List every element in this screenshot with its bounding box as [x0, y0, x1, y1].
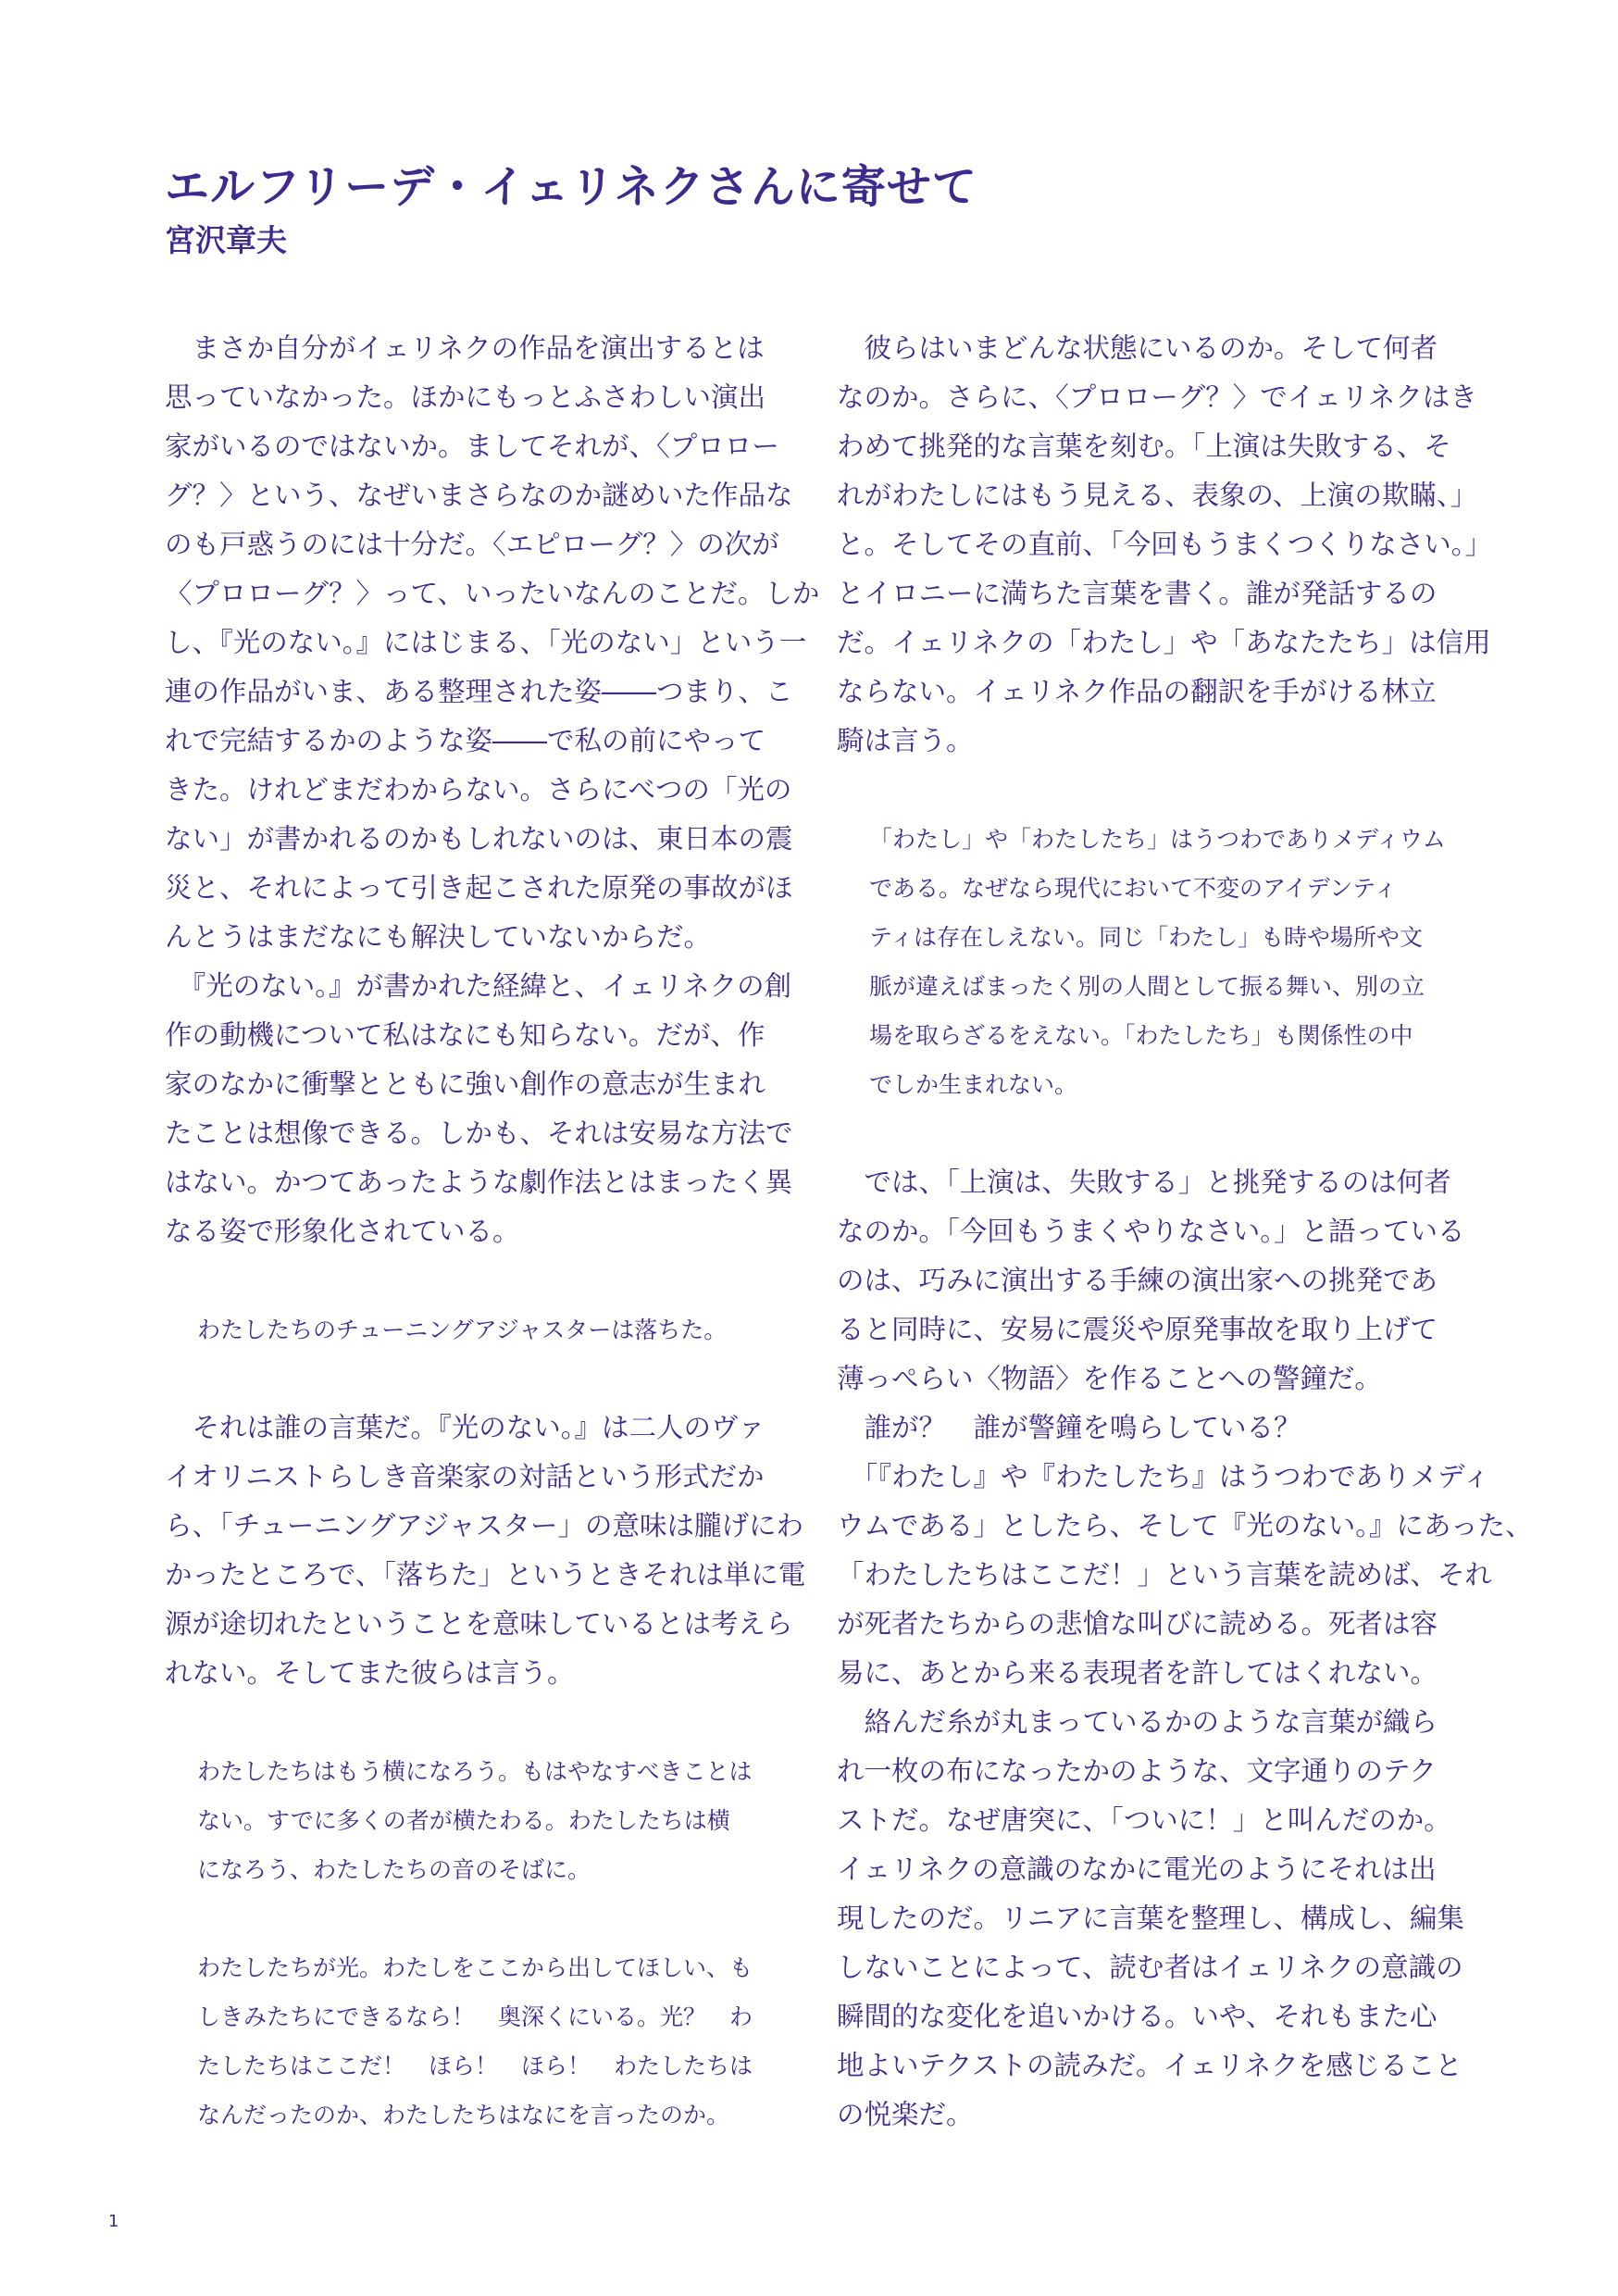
author-name: 宮沢章夫 — [165, 222, 287, 258]
left-quote-2 — [165, 1747, 785, 1894]
text-line: れがわたしにはもう見える、表象の、上演の欺瞞、」 — [837, 480, 1478, 511]
text-line: 源が途切れたということを意味しているとは考えら — [165, 1608, 793, 1640]
quote-line: 脈が違えばまったく別の人間として振る舞い、別の立 — [869, 973, 1425, 1000]
text-line: れない。そしてまた彼らは言う。 — [165, 1657, 575, 1689]
text-line: イオリニストらしき音楽家の対話という形式だか — [165, 1461, 765, 1492]
text-line: ると同時に、安易に震災や原発事故を取り上げて — [837, 1314, 1438, 1345]
text-line: なのか。「今回もうまくやりなさい。」と語っている — [837, 1216, 1465, 1247]
quote-line: ティは存在しえない。同じ「わたし」も時や場所や文 — [869, 924, 1424, 951]
text-line: それは誰の言葉だ。『光のない。』は二人のヴァ — [165, 1412, 765, 1443]
quote-line: わたしたちのチューニングアジャスターは落ちた。 — [197, 1316, 728, 1343]
text-line: とイロニーに満ちた言葉を書く。誰が発話するの — [837, 578, 1438, 609]
left-paragraph-3 — [165, 1404, 806, 1698]
article-title: エルフリーデ・イェリネクさんに寄せて — [165, 161, 977, 213]
spacer — [837, 1109, 1457, 1158]
text-line: 易に、あとから来る表現者を許してはくれない。 — [837, 1657, 1438, 1689]
text-line: のは、巧みに演出する手練の演出家への挑発であ — [837, 1265, 1438, 1296]
left-column — [165, 324, 820, 2140]
text-line: 家がいるのではないか。ましてそれが、〈プロロー — [165, 430, 779, 462]
text-line: では、「上演は、失敗する」と挑発するのは何者 — [837, 1167, 1451, 1198]
right-paragraph-1 — [837, 324, 1493, 766]
text-line: ならない。イェリネク作品の翻訳を手がける林立 — [837, 676, 1437, 707]
text-line: 「わたしたちはここだ！」という言葉を読めば、それ — [837, 1559, 1493, 1591]
left-quote-3 — [165, 1943, 785, 2140]
text-line: んとうはまだなにも解決していないからだ。 — [165, 921, 712, 953]
quote-line: わたしたちが光。わたしをここから出してほしい、も — [197, 1954, 753, 1981]
text-line: 〈プロローグ？〉って、いったいなんのことだ。しか — [165, 578, 820, 609]
text-line: ら、「チューニングアジャスター」の意味は朧げにわ — [165, 1510, 804, 1541]
left-paragraph-2 — [165, 962, 793, 1256]
right-quote-1 — [837, 815, 1457, 1109]
text-line: 絡んだ糸が丸まっているかのような言葉が織ら — [837, 1706, 1438, 1738]
text-line: ない」が書かれるのかもしれないのは、東日本の震 — [165, 823, 793, 855]
text-line: が死者たちからの悲愴な叫びに読める。死者は容 — [837, 1608, 1438, 1640]
quote-line: になろう、わたしたちの音のそばに。 — [197, 1856, 591, 1883]
quote-line: ない。すでに多くの者が横たわる。わたしたちは横 — [197, 1807, 730, 1834]
spacer — [165, 1698, 785, 1747]
quote-line: 場を取らざるをえない。「わたしたち」も関係性の中 — [869, 1022, 1413, 1049]
spacer — [837, 766, 1457, 815]
text-line: 連の作品がいま、ある整理された姿――つまり、こ — [165, 676, 793, 707]
page-number: 1 — [108, 2212, 119, 2231]
text-line: なる姿で形象化されている。 — [165, 1216, 520, 1247]
text-line: 災と、それによって引き起こされた原発の事故がほ — [165, 872, 793, 904]
quote-line: でしか生まれない。 — [869, 1071, 1078, 1098]
text-line: はない。かつてあったような劇作法とはまったく異 — [165, 1167, 793, 1198]
quote-line: たしたちはここだ！ ほら！ ほら！ わたしたちは — [197, 2053, 753, 2079]
text-line: ストだ。なぜ唐突に、「ついに！」と叫んだのか。 — [837, 1804, 1451, 1836]
text-line: 薄っぺらい〈物語〉を作ることへの警鐘だ。 — [837, 1363, 1382, 1394]
text-line: わめて挑発的な言葉を刻む。「上演は失敗する、そ — [837, 430, 1451, 462]
quote-line: である。なぜなら現代において不変のアイデンティ — [869, 875, 1398, 902]
text-line: しないことによって、読む者はイェリネクの意識の — [837, 1952, 1463, 1983]
right-column — [837, 324, 1533, 2140]
text-line: イェリネクの意識のなかに電光のようにそれは出 — [837, 1853, 1437, 1885]
text-line: なのか。さらに、〈プロローグ？〉でイェリネクはき — [837, 381, 1477, 413]
quote-line: なんだったのか、わたしたちはなにを言ったのか。 — [197, 2102, 730, 2128]
text-line: と。そしてその直前、「今回もうまくつくりなさい。」 — [837, 529, 1493, 560]
text-line: 瞬間的な変化を追いかける。いや、それもまた心 — [837, 2001, 1438, 2032]
text-line: 「『わたし』や『わたしたち』はうつわでありメディ — [837, 1461, 1490, 1492]
text-line: 『光のない。』が書かれた経緯と、イェリネクの創 — [165, 970, 792, 1002]
text-line: かったところで、「落ちた」というときそれは単に電 — [165, 1559, 806, 1591]
text-line: し、『光のない。』にはじまる、「光のない」という一 — [165, 627, 807, 658]
spacer — [165, 1256, 785, 1305]
text-line: 誰が？ 誰が警鐘を鳴らしている？ — [837, 1412, 1301, 1443]
quote-line: わたしたちはもう横になろう。もはやなすべきことは — [197, 1758, 753, 1785]
text-line: たことは想像できる。しかも、それは安易な方法で — [165, 1117, 793, 1149]
spacer — [165, 1354, 785, 1404]
text-line: 家のなかに衝撃とともに強い創作の意志が生まれ — [165, 1068, 766, 1100]
text-line: 現したのだ。リニアに言葉を整理し、構成し、編集 — [837, 1903, 1464, 1934]
text-line: 思っていなかった。ほかにもっとふさわしい演出 — [165, 381, 766, 413]
text-line: ウムである」としたら、そして『光のない。』にあった、 — [837, 1510, 1533, 1541]
text-line: 作の動機について私はなにも知らない。だが、作 — [165, 1019, 765, 1051]
left-quote-1 — [165, 1305, 785, 1354]
text-line: きた。けれどまだわからない。さらにべつの「光の — [165, 774, 792, 805]
text-line: 地よいテクストの読みだ。イェリネクを感じること — [837, 2050, 1462, 2081]
text-line: れで完結するかのような姿――で私の前にやって — [165, 725, 766, 756]
left-paragraph-1 — [165, 324, 820, 962]
text-line: グ？〉という、なぜいまさらなのか謎めいた作品な — [165, 480, 793, 511]
text-line: のも戸惑うのには十分だ。〈エピローグ？〉の次が — [165, 529, 779, 560]
quote-line: 「わたし」や「わたしたち」はうつわでありメディウム — [869, 826, 1446, 853]
text-line: の悦楽だ。 — [837, 2099, 974, 2130]
text-line: まさか自分がイェリネクの作品を演出するとは — [165, 332, 765, 364]
quote-line: しきみたちにできるなら！ 奥深くにいる。光？ わ — [197, 2003, 753, 2030]
spacer — [165, 1894, 785, 1943]
right-paragraph-2 — [837, 1158, 1533, 2140]
text-line: れ一枚の布になったかのような、文字通りのテク — [837, 1755, 1437, 1787]
text-line: 彼らはいまどんな状態にいるのか。そして何者 — [837, 332, 1438, 364]
text-line: 騎は言う。 — [837, 725, 974, 756]
text-line: だ。イェリネクの「わたし」や「あなたたち」は信用 — [837, 627, 1491, 658]
